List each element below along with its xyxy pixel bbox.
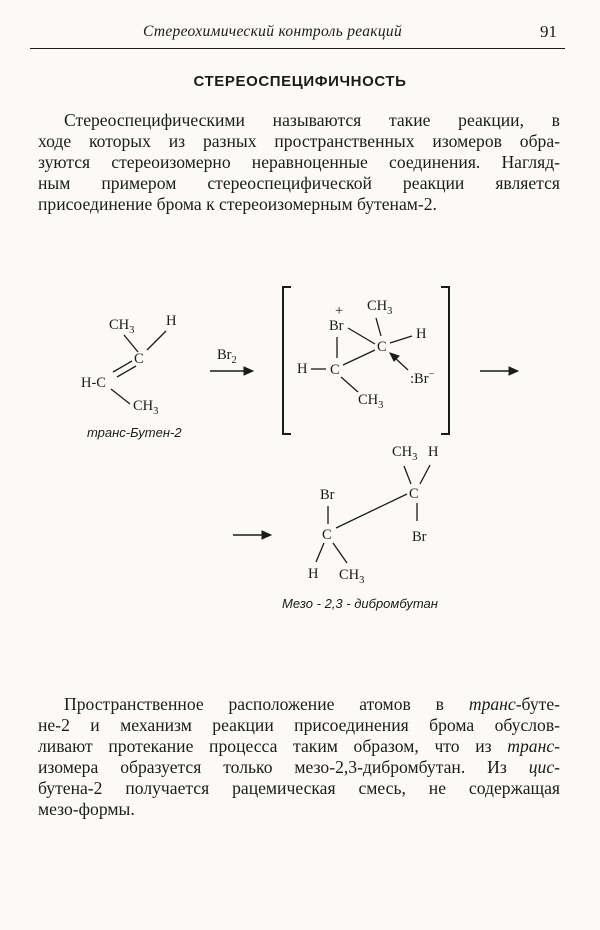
product-caption: Мезо - 2,3 - дибромбутан (282, 596, 438, 611)
reactant-caption: транс-Бутен-2 (87, 425, 182, 440)
text-line: не-2 и механизм реакции присоединения брома обуслов- (38, 715, 560, 735)
reactant-h-top: H (166, 313, 177, 329)
text-line: ным примером стереоспецифической реакции является (38, 173, 560, 193)
bracket-right (441, 287, 449, 434)
arrowhead (262, 531, 271, 539)
bond (336, 494, 407, 528)
product-c-right: C (409, 486, 419, 502)
reagent-arrow (210, 347, 253, 375)
bond (111, 389, 130, 404)
bond (147, 331, 166, 350)
intermediate-bromide: :Br− (410, 369, 435, 387)
intermediate-bromonium (283, 287, 449, 434)
bond (124, 335, 138, 352)
reaction-arrow-2 (480, 367, 518, 375)
product-meso-dibromobutane (282, 444, 439, 611)
conclusion-paragraph (38, 694, 560, 820)
text-line: ходе которых из разных пространственных изомеров обра- (38, 131, 560, 151)
arrowhead (509, 367, 518, 375)
intermediate-c-left: C (330, 362, 340, 378)
text-line: изомера образуется только мезо-2,3-дибромбутан. Из цис- (38, 757, 560, 777)
reagent-label: $Br_2$ (217, 347, 237, 366)
product-c-left: C (322, 527, 332, 543)
intermediate-c-right: C (377, 339, 387, 355)
text-line: бутена-2 получается рацемическая смесь, не содержащая (38, 778, 560, 798)
reaction-arrow-3 (233, 531, 271, 539)
text-line: присоединение брома к стереоизомерным бутенам-2. (38, 194, 437, 214)
product-br-left: Br (320, 487, 335, 503)
text-line: Стереоспецифическими называются такие реакции, в (64, 110, 560, 130)
bond (404, 466, 411, 484)
section-heading: СТЕРЕОСПЕЦИФИЧНОСТЬ (193, 73, 407, 90)
product-ch3-top: $CH_3$ (392, 444, 418, 463)
bracket-left (283, 287, 291, 434)
intermediate-ch3-bottom: $CH_3$ (358, 392, 384, 411)
page-number: 91 (540, 22, 557, 41)
intermediate-br: Br (329, 318, 344, 334)
text-line: Пространственное расположение атомов в транс-буте- (64, 694, 560, 714)
text-line: мезо-формы. (38, 799, 135, 819)
reactant-ch3-bottom: $CH_3$ (133, 398, 159, 417)
intermediate-ch3-top: $CH_3$ (367, 298, 393, 317)
bond (420, 465, 430, 484)
running-title: Стереохимический контроль реакций (143, 23, 403, 40)
intermediate-plus: + (335, 303, 344, 319)
bond (343, 350, 375, 365)
bond (376, 318, 381, 336)
reactant-trans-butene (81, 313, 182, 440)
reactant-c-upper: C (134, 351, 144, 367)
bond (333, 543, 347, 563)
bond (348, 328, 375, 344)
intermediate-h-right: H (416, 326, 427, 342)
reactant-ch3-top: $CH_3$ (109, 317, 135, 336)
text-line: ливают протекание процесса таким образом, что из транс- (38, 736, 560, 756)
intermediate-h-left: H (297, 361, 308, 377)
text-line: зуются стереоизомерно неравноценные соединения. Нагляд- (38, 152, 560, 172)
bond (390, 336, 412, 343)
arrowhead (244, 367, 253, 375)
product-h-top: H (428, 444, 439, 460)
product-h-bottom: H (308, 566, 319, 582)
product-br-right: Br (412, 529, 427, 545)
product-ch3-bottom: $CH_3$ (339, 567, 365, 586)
bond (341, 377, 358, 392)
reactant-h-c-lower: H-C (81, 375, 106, 391)
bond (316, 543, 324, 562)
